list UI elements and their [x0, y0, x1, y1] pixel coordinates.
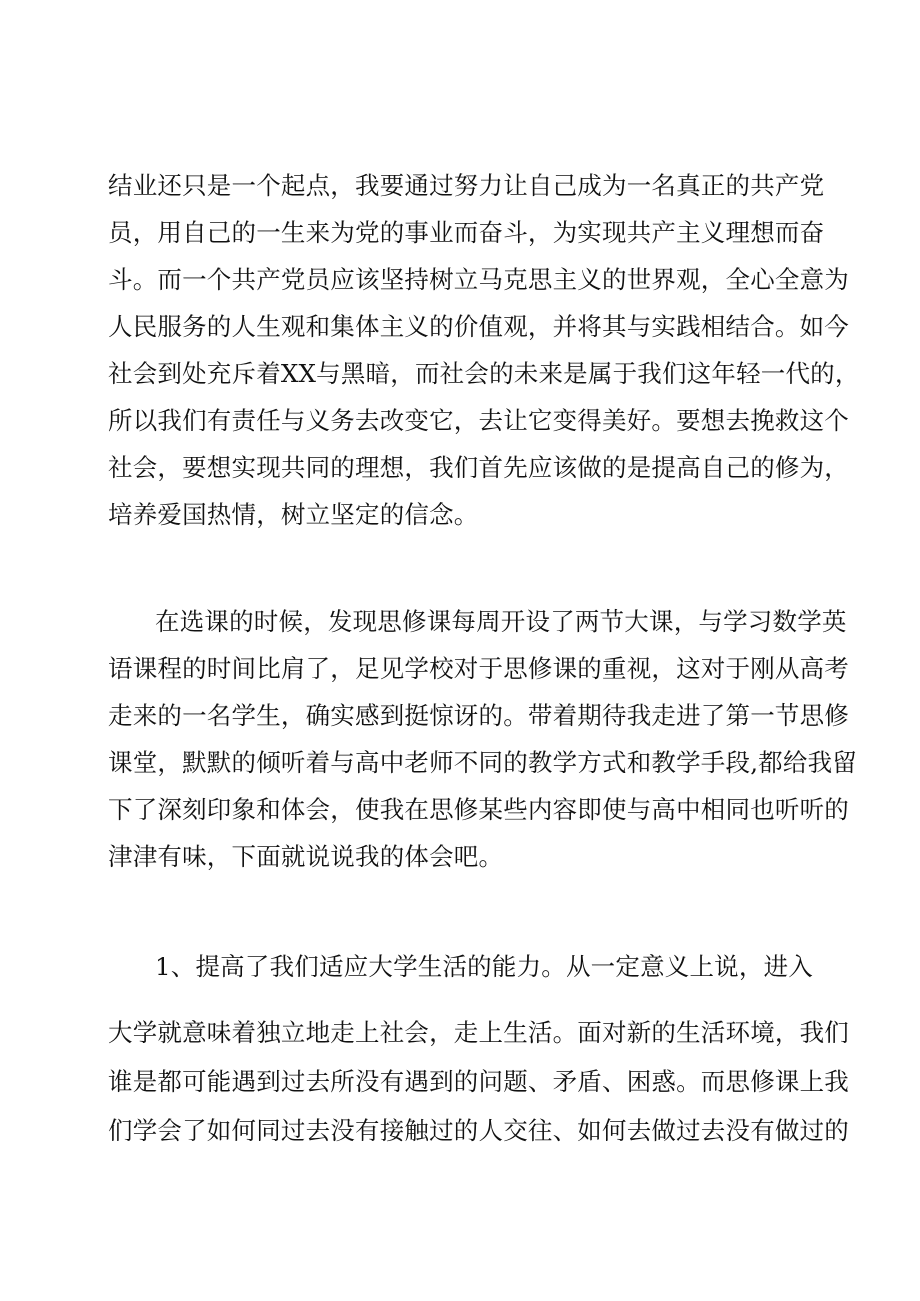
paragraph-2-line-6: 津津有味，下面就说说我的体会吧。	[108, 842, 504, 871]
paragraph-1-line-3: 斗。而一个共产党员应该坚持树立马克思主义的世界观，全心全意为	[108, 265, 849, 294]
paragraph-3-line-1: 1、提高了我们适应大学生活的能力。从一定意义上说，进入	[155, 952, 813, 981]
paragraph-3-line-4: 们学会了如何同过去没有接触过的人交往、如何去做过去没有做过的	[108, 1116, 849, 1145]
paragraph-3-line-3: 谁是都可能遇到过去所没有遇到的问题、矛盾、困惑。而思修课上我	[108, 1067, 849, 1096]
paragraph-1-line-1: 结业还只是一个起点，我要通过努力让自己成为一名真正的共产党	[108, 171, 825, 200]
paragraph-1-line-7: 社会，要想实现共同的理想，我们首先应该做的是提高自己的修为，	[108, 453, 849, 482]
paragraph-3-line-2: 大学就意味着独立地走上社会，走上生活。面对新的生活环境，我们	[108, 1018, 849, 1047]
paragraph-1-line-4: 人民服务的人生观和集体主义的价值观，并将其与实践相结合。如今	[108, 312, 849, 341]
paragraph-2-line-3: 走来的一名学生，确实感到挺惊讶的。带着期待我走进了第一节思修	[108, 701, 849, 730]
paragraph-1-line-6: 所以我们有责任与义务去改变它，去让它变得美好。要想去挽救这个	[108, 406, 849, 435]
paragraph-2-line-5: 下了深刻印象和体会，使我在思修某些内容即使与高中相同也听听的	[108, 795, 849, 824]
paragraph-1-line-5: 社会到处充斥着XX与黑暗，而社会的未来是属于我们这年轻一代的，	[108, 359, 860, 388]
paragraph-2-line-2: 语课程的时间比肩了，足见学校对于思修课的重视，这对于刚从高考	[108, 654, 849, 683]
paragraph-2-line-4: 课堂，默默的倾听着与高中老师不同的教学方式和教学手段,都给我留	[108, 748, 857, 777]
paragraph-1-line-2: 员，用自己的一生来为党的事业而奋斗，为实现共产主义理想而奋	[108, 218, 825, 247]
paragraph-2-line-1: 在选课的时候，发现思修课每周开设了两节大课，与学习数学英	[155, 607, 847, 636]
paragraph-1-line-8: 培养爱国热情，树立坚定的信念。	[108, 500, 479, 529]
